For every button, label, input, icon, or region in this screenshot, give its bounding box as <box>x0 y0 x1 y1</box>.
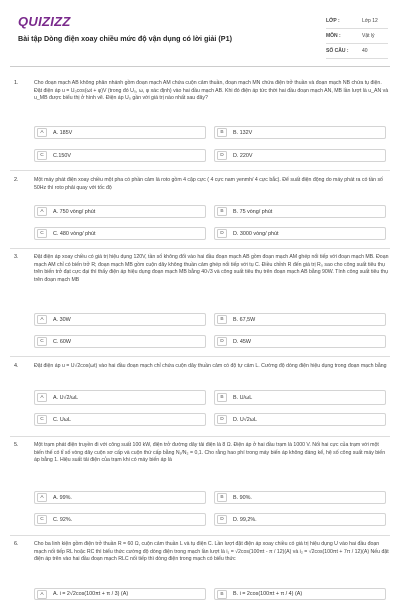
option-letter: C <box>37 337 47 346</box>
option-text: C. 92%. <box>53 516 73 523</box>
option-b[interactable] <box>214 491 386 504</box>
page-header <box>0 0 400 66</box>
quizizz-logo: QUIZIZZ <box>18 14 71 29</box>
question-separator <box>10 170 390 171</box>
option-letter: D <box>217 515 227 524</box>
option-text: B. 132V <box>233 129 253 136</box>
option-d[interactable] <box>214 149 386 162</box>
header-divider <box>10 66 390 67</box>
option-letter: D <box>217 415 227 424</box>
option-a[interactable] <box>34 588 206 600</box>
option-text: A. 99%. <box>53 494 72 501</box>
option-a[interactable] <box>34 313 206 326</box>
option-letter: A <box>37 207 47 216</box>
option-c[interactable] <box>34 513 206 526</box>
option-a[interactable] <box>34 390 206 405</box>
option-b[interactable] <box>214 588 386 600</box>
option-letter: B <box>217 128 227 137</box>
option-b[interactable] <box>214 313 386 326</box>
option-text: A. 30W <box>53 316 71 323</box>
option-text: D. 45W <box>233 338 251 345</box>
option-text: C.150V <box>53 152 71 159</box>
option-letter: A <box>37 128 47 137</box>
question-separator <box>10 356 390 357</box>
option-text: A. 185V <box>53 129 73 136</box>
option-d[interactable] <box>214 335 386 348</box>
question-text: Đặt điện áp u = U√2cos(ωt) vào hai đầu đoạn mạch chỉ chứa cuộn dây thuần cảm có độ tự cảm L. Cường độ dòng điện hiệu dụng trong đoạn mạch bằng <box>34 363 387 369</box>
option-text: B. U/ωL <box>233 394 253 401</box>
option-letter: D <box>217 151 227 160</box>
option-c[interactable] <box>34 413 206 426</box>
question-number: 2. <box>14 177 19 183</box>
question-number: 1. <box>14 80 19 86</box>
option-d[interactable] <box>214 513 386 526</box>
option-letter: C <box>37 415 47 424</box>
option-letter: B <box>217 207 227 216</box>
option-letter: A <box>37 590 47 599</box>
question-separator <box>10 436 390 437</box>
option-letter: B <box>217 315 227 324</box>
option-letter: B <box>217 493 227 502</box>
option-text: B. i = 2cos(100πt + π / 4) (A) <box>233 591 303 597</box>
question-number: 6. <box>14 541 19 547</box>
meta-key: LỚP : <box>326 18 340 24</box>
meta-table <box>326 14 388 59</box>
option-letter: A <box>37 315 47 324</box>
question-number: 5. <box>14 442 19 448</box>
option-letter: A <box>37 393 47 402</box>
question-text: Một trạm phát điện truyền đi với công suất 100 kW, điện trở đường dây tải điện là 8 Ω. Điện áp ở hai đầu trạm là 1000 V. Nối hai cực của trạm với một biến thế có tỉ số vòng dây cuộn sơ cấp và cuộn thứ cấp bằng N₁/N₂ = 0,1. Cho rằng hao phí trong máy biến áp không đáng kể, hệ số công suất máy biến áp bằng 1. Hiệu suất tải điện của trạm khi có máy biến áp là <box>34 442 386 464</box>
option-c[interactable] <box>34 227 206 240</box>
option-text: A. 750 vòng/ phút <box>53 208 96 215</box>
option-letter: A <box>37 493 47 502</box>
option-a[interactable] <box>34 205 206 218</box>
question-text: Cho ba linh kiện gồm điện trở thuần R = 60 Ω, cuộn cảm thuần L và tụ điện C. Lần lượt đặt điện áp xoay chiều có giá trị hiệu dụng U vào hai đầu đoạn mạch nối tiếp RL hoặc RC thì biểu thức cường độ dòng điện trong mạch lần lượt là i₁ = √2cos(100πt - π / 12)(A) và i₂ = √2cos(100πt + 7π / 12)(A) Nếu đặt điện áp trên vào hai đầu đoạn mạch RLC nối tiếp thì dòng điện trong mạch có biểu thức <box>34 541 389 563</box>
option-text: B. 75 vòng/ phút <box>233 208 273 215</box>
question-text: Một máy phát điện xoay chiều một pha có phần cảm là roto gồm 4 cặp cực ( 4 cực nam yenmh/ 4 cực bắc). Để suất điện động do máy phát ra có tần số 50Hz thì roto phải quay với tốc độ <box>34 177 383 191</box>
option-text: A. U√2/ωL <box>53 394 79 401</box>
option-text: D. 99,2%. <box>233 516 257 523</box>
option-d[interactable] <box>214 413 386 426</box>
question-number: 3. <box>14 254 19 260</box>
option-letter: C <box>37 229 47 238</box>
option-letter: C <box>37 515 47 524</box>
option-text: B. 67,5W <box>233 316 256 323</box>
option-letter: C <box>37 151 47 160</box>
meta-key: SỐ CÂU : <box>326 48 349 54</box>
option-a[interactable] <box>34 126 206 139</box>
meta-row-subject <box>326 29 388 44</box>
option-letter: B <box>217 393 227 402</box>
meta-value: Lớp 12 <box>362 18 378 24</box>
option-b[interactable] <box>214 390 386 405</box>
document-title: Bài tập Dòng điện xoay chiều mức độ vận dụng có lời giải (P1) <box>18 34 232 43</box>
meta-row-count <box>326 44 388 59</box>
question-text: Đặt điện áp xoay chiều có giá trị hiệu dụng 120V, tần số không đổi vào hai đầu đoạn mạch AB gồm đoạn mạch AM ghép nối tiếp với đoạn mạch MB. Đoạn mạch AM chỉ có biến trở R; đoạn mạch MB gồm cuộn dây không thuần cảm ghép nối tiếp với tụ C. Điều chỉnh R đến giá trị R₀ sao cho công suất tiêu thụ trên biến trở đạt cực đại thì thấy điện áp hiệu dụng đoạn mạch MB bằng 40√3 và công suất tiêu thụ trên đoạn mạch AB bằng 90W. Tính công suất tiêu thụ trên đoạn mạch MB <box>34 254 389 283</box>
option-letter: D <box>217 229 227 238</box>
option-text: C. 60W <box>53 338 71 345</box>
question-separator <box>10 248 390 249</box>
question-text: Cho đoạn mạch AB không phân nhánh gồm đoạn mạch AM chứa cuộn cảm thuần, đoạn mạch MN chứa điện trở thuần và đoạn mạch NB chứa tụ điện. Đặt điện áp u = U₀cos(ωt + φ)V (trong đó U₀, ω, φ xác định) vào hai đầu mạch AB. Khi đó điện áp tức thời hai đầu đoạn mạch AN, MB lần lượt là u_AN và u_MB được biểu thị ở hình vẽ. Điện áp U₀ gần với giá trị nào nhất sau đây? <box>34 80 389 102</box>
option-b[interactable] <box>214 126 386 139</box>
option-text: D. U√2ωL <box>233 416 257 423</box>
option-letter: D <box>217 337 227 346</box>
meta-row-class <box>326 14 388 29</box>
option-text: C. 480 vòng/ phút <box>53 230 96 237</box>
option-b[interactable] <box>214 205 386 218</box>
meta-value: Vật lý <box>362 33 375 39</box>
option-text: A. i = 2√2cos(100πt + π / 3) (A) <box>53 591 129 597</box>
option-text: D. 3000 vòng/ phút <box>233 230 279 237</box>
meta-key: MÔN : <box>326 33 341 39</box>
option-text: D. 220V <box>233 152 253 159</box>
question-number: 4. <box>14 363 19 369</box>
option-d[interactable] <box>214 227 386 240</box>
question-separator <box>10 535 390 536</box>
option-text: C. UωL <box>53 416 71 423</box>
option-text: B. 90%. <box>233 494 252 501</box>
option-letter: B <box>217 590 227 599</box>
option-c[interactable] <box>34 149 206 162</box>
option-c[interactable] <box>34 335 206 348</box>
option-a[interactable] <box>34 491 206 504</box>
meta-value: 40 <box>362 48 368 54</box>
